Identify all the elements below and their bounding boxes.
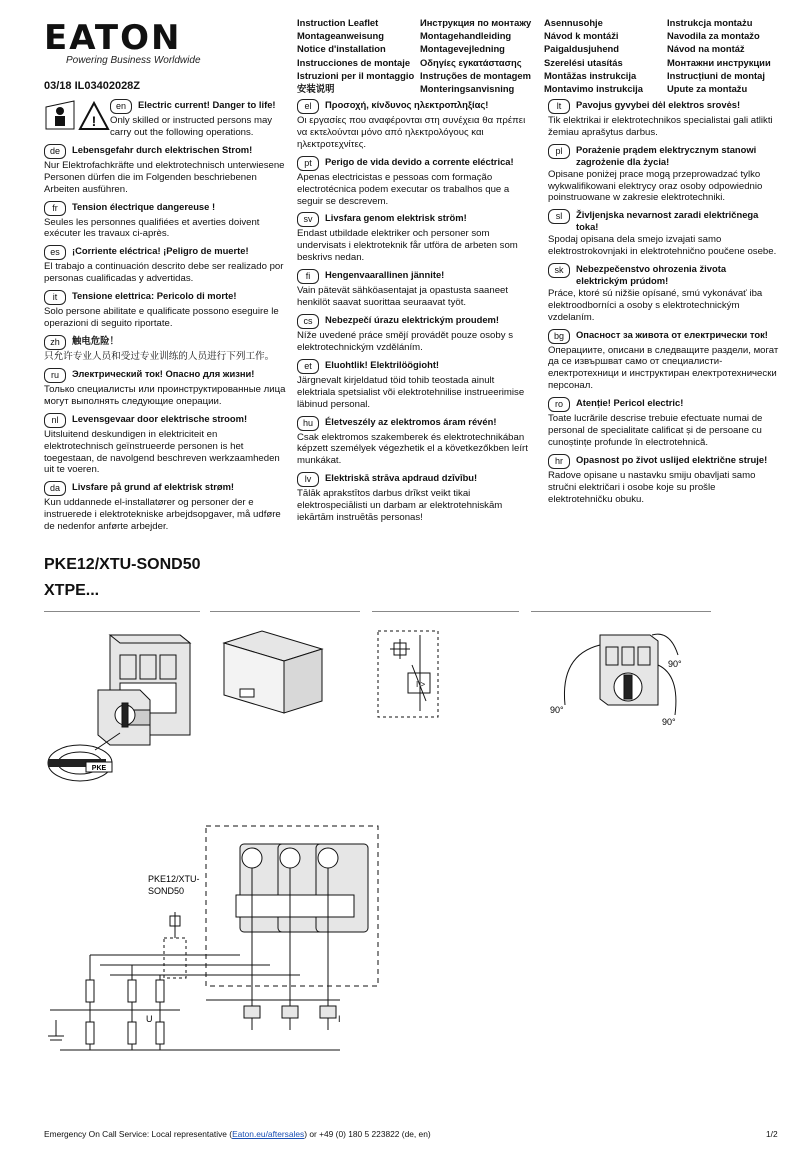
warning-title: Livsfara genom elektrisk ström! (325, 212, 467, 224)
angle-label: 90° (662, 717, 676, 727)
warning-block-hr (548, 454, 780, 506)
warning-title: ¡Corriente eléctrica! ¡Peligro de muerte! (72, 245, 249, 257)
warning-body: Csak elektromos szakemberek és elektrotechnikában képzett személyek végezhetik el a következőkben leírt munkákat. (297, 431, 528, 467)
language-badge: cs (297, 314, 319, 329)
warning-heading (548, 263, 780, 287)
warning-block-hu (297, 416, 535, 468)
warning-body: Järgnevalt kirjeldatud töid tohib teostada ainult elektriala spetsialist või elektrotehnilise instrueerimise läbinud personal. (297, 374, 525, 410)
title-column-2 (420, 16, 531, 95)
warning-block-pt (297, 156, 535, 208)
warning-block-cs (297, 314, 535, 354)
warning-title: Nebezpečenstvo ohrozenia života elektrickým prúdom! (576, 262, 727, 286)
warning-block-da (44, 481, 288, 533)
language-badge: hr (548, 454, 570, 469)
footer-prefix: Emergency On Call Service: Local representative ( (44, 1129, 233, 1139)
warning-body: Uitsluitend deskundigen in elektriciteit en elektrotechnisch geïnstrueerde personen is het toegestaan, de navolgend beschreven werkzaamheden uit te voeren. (44, 428, 280, 476)
warning-block-pl (548, 144, 780, 205)
warning-block-sk (548, 263, 780, 324)
warning-body: Nur Elektrofachkräfte und elektrotechnisch unterwiesene Personen dürfen die im Folgenden beschriebenen Arbeiten ausführen. (44, 159, 285, 195)
warning-body: Práce, ktoré sú nižšie opísané, smú vykonávať iba elektroodborníci a osoby s elektrotechnickým vzdelaním. (548, 287, 763, 323)
language-badge: bg (548, 329, 570, 344)
title: Instrucțiuni de montaj (667, 69, 765, 81)
warning-body: Spodaj opisana dela smejo izvajati samo elektrostrokovnjaki in elektrotehnično poučene osebe. (548, 234, 777, 258)
warning-block-fi (297, 269, 535, 309)
document-number: 03/18 IL03402028Z (44, 80, 141, 92)
warning-block-zh (44, 335, 288, 363)
warning-block-it (44, 290, 288, 330)
title-column-3 (544, 16, 643, 95)
warning-heading (44, 290, 288, 305)
wiring-device-label-line-2: SOND50 (148, 886, 185, 896)
warning-block-lv (297, 472, 535, 524)
warning-heading (548, 397, 780, 412)
warning-heading (297, 359, 535, 374)
title: Szerelési utasítás (544, 56, 623, 68)
warning-block-en (44, 99, 288, 139)
language-badge: pt (297, 156, 319, 171)
warning-body: Endast utbildade elektriker och personer som undervisats i elektroteknik får utföra de arbeten som beskrivs nedan. (297, 228, 518, 264)
warning-block-sl (548, 209, 780, 258)
warning-title: Elektriskā strāva apdraud dzīvību! (325, 472, 478, 484)
warning-heading (110, 99, 288, 114)
warning-title: Tension électrique dangereuse ! (72, 200, 216, 212)
language-badge: da (44, 481, 66, 496)
warning-body: Kun uddannede el-installatører og personer der e instruerede i elektrotekniske arbejdsopgaver, må udføre de nedenfor anførte arbejder. (44, 497, 281, 533)
language-badge: hu (297, 416, 319, 431)
language-badge: es (44, 245, 66, 260)
language-badge: sv (297, 212, 319, 227)
warning-title: Eluohtlik! Elektrilöögioht! (325, 358, 440, 370)
warning-heading (297, 212, 535, 227)
warning-heading (548, 329, 780, 344)
divider (44, 611, 200, 612)
warning-title: 触电危险！ (72, 334, 119, 346)
warning-body: Tālāk aprakstītos darbus drīkst veikt tikai elektrospeciālisti un darbam ar elektrotehniskām iekārtām instruētās personas! (297, 488, 503, 524)
warning-body: Vain pätevät sähköasentajat ja opastusta saaneet henkilöt saavat suorittaa seuraavat työt. (297, 285, 509, 309)
language-badge: fr (44, 201, 66, 216)
title: Montagevejledning (420, 43, 505, 55)
language-badge: lt (548, 99, 570, 114)
warning-title: Electric current! Danger to life! (138, 99, 276, 110)
language-badge: lv (297, 472, 319, 487)
title: Montagehandleiding (420, 30, 512, 42)
warning-block-ru (44, 368, 288, 408)
language-badge: it (44, 290, 66, 305)
language-badge: sk (548, 263, 570, 278)
warning-block-bg (548, 329, 780, 393)
warning-body: Níže uvedené práce smějí provádět pouze osoby s elektrotechnickým vzděláním. (297, 329, 513, 353)
warning-body: Οι εργασίες που αναφέρονται στη συνέχεια θα πρέπει να εκτελούνται μόνο από ηλεκτρολόγους και ηλεκτροτεχνίτες. (297, 115, 526, 150)
language-badge: de (44, 144, 66, 159)
warning-block-sv (297, 212, 535, 264)
warning-heading (297, 416, 535, 431)
warning-heading (548, 209, 780, 233)
warning-title: Pavojus gyvybei dėl elektros srovės! (576, 99, 741, 110)
language-badge: pl (548, 144, 570, 159)
warning-title: Perigo de vida devido a corrente eléctrica! (325, 155, 514, 167)
warning-title: Lebensgefahr durch elektrischen Strom! (72, 143, 253, 155)
electrical-hazard-icon (44, 99, 110, 133)
warning-heading (297, 99, 535, 114)
warning-block-fr (44, 201, 288, 241)
warning-heading (548, 454, 780, 469)
title: Instruções de montagem (420, 69, 531, 81)
figure-wiring-diagram (40, 820, 390, 1070)
title: Οδηγίες εγκατάστασης (420, 56, 522, 68)
warning-title: Opasnost po život uslijed električne struje! (576, 453, 768, 465)
product-line-2: XTPE... (44, 582, 100, 599)
title: Asennusohje (544, 17, 603, 28)
footer-suffix: ) or +49 (0) 180 5 223822 (de, en) (304, 1129, 431, 1139)
warning-body: Только специалисты или проинструктированные лица могут выполнять следующие операции. (44, 383, 286, 407)
warning-title: Tensione elettrica: Pericolo di morte! (72, 290, 237, 302)
language-badge: sl (548, 209, 570, 224)
title: Инструкция по монтажу (420, 17, 532, 28)
warning-block-el (297, 99, 535, 151)
warning-body: Solo persone abilitate e qualificate possono eseguire le operazioni di seguito riportate. (44, 306, 279, 330)
title: Monteringsanvisning (420, 83, 515, 95)
angle-label: 90° (668, 659, 682, 669)
warning-heading (44, 144, 288, 159)
warning-title: Προσοχή, κίνδυνος ηλεκτροπληξίας! (325, 99, 489, 110)
warning-block-ro (548, 397, 780, 449)
language-badge: ro (548, 397, 570, 412)
warning-body: Tik elektrikai ir elektrotechnikos specialistai gali atlikti žemiau aprašytus darbus. (548, 115, 773, 138)
svg-text:!: ! (91, 113, 97, 129)
wiring-device-label-line-1: PKE12/XTU- (148, 874, 200, 884)
warning-body: Операциите, описани в следващите раздели, могат да се извършват само от специалисти-електротехници и инструктиран електротехнически персонал. (548, 344, 779, 392)
title: Paigaldusjuhend (544, 43, 620, 55)
aftersales-link[interactable]: Eaton.eu/aftersales (232, 1129, 305, 1139)
warnings-column-3 (548, 99, 780, 511)
divider (372, 611, 519, 612)
page-number: 1/2 (766, 1129, 778, 1139)
warning-body: Only skilled or instructed persons may carry out the following operations. (110, 115, 273, 138)
eaton-logo: EATON (44, 18, 182, 58)
angle-label: 90° (550, 705, 564, 715)
warning-block-es (44, 245, 288, 285)
title: Istruzioni per il montaggio (297, 69, 415, 81)
brand-tagline: Powering Business Worldwide (66, 55, 201, 66)
warning-title: Életveszély az elektromos áram révén! (325, 415, 497, 427)
warning-body: Apenas electricistas e pessoas com formação electrotécnica podem executar os trabalhos que a seguir se descrevem. (297, 171, 510, 207)
warning-heading (548, 99, 780, 114)
language-badge: en (110, 99, 132, 114)
warning-heading (297, 269, 535, 284)
product-line-1: PKE12/XTU-SOND50 (44, 556, 201, 573)
title: Notice d'installation (297, 43, 386, 55)
title: Montageanweisung (297, 30, 384, 42)
figure-label-trip: I > (416, 680, 426, 689)
figure-rotation (540, 625, 710, 735)
product-name (44, 552, 201, 604)
title: 安装说明 (297, 83, 335, 95)
warning-heading (297, 156, 535, 171)
title: Navodila za montažo (667, 30, 760, 42)
figure-label-pke: PKE (91, 765, 107, 772)
warning-heading (548, 144, 780, 168)
warning-heading (44, 413, 288, 428)
warning-title: Nebezpečí úrazu elektrickým proudem! (325, 313, 500, 325)
divider (531, 611, 711, 612)
language-badge: ru (44, 368, 66, 383)
warning-block-de (44, 144, 288, 196)
warnings-column-1 (44, 99, 288, 538)
warning-heading (44, 481, 288, 496)
warning-block-nl (44, 413, 288, 477)
warning-body: El trabajo a continuación descrito debe ser realizado por personas cualificadas y advertidas. (44, 261, 284, 285)
language-badge: zh (44, 335, 66, 350)
warning-block-et (297, 359, 535, 411)
warning-heading (44, 335, 288, 350)
warning-title: Опасност за живота от електрически ток! (576, 328, 768, 340)
warning-body: Toate lucrările descrise trebuie efectuate numai de personal de specialitate calificat și de persoane cu cunoștințe profunde în electrotehnică. (548, 413, 763, 448)
warning-title: Porażenie prądem elektrycznym stanowi zagrożenie dla życia! (576, 143, 757, 167)
language-badge: el (297, 99, 319, 114)
language-badge: fi (297, 269, 319, 284)
title-column-4 (667, 16, 771, 95)
warning-heading (44, 201, 288, 216)
warning-title: Электрический ток! Опасно для жизни! (72, 367, 255, 379)
warning-body: Radove opisane u nastavku smiju obavljati samo stručni električari i osobe koje su prošle elektrotehničku obuku. (548, 469, 756, 505)
warning-title: Levensgevaar door elektrische stroom! (72, 412, 248, 424)
figure-device-knob (40, 625, 200, 785)
wiring-u-label: U (146, 1014, 153, 1024)
warning-title: Livsfare på grund af elektrisk strøm! (72, 481, 235, 493)
warning-body: 只允许专业人员和受过专业训练的人员进行下列工作。 (44, 350, 275, 362)
figure-trip-schematic (372, 625, 522, 725)
title: Upute za montažu (667, 83, 748, 95)
title: Instrukcja montażu (667, 17, 753, 28)
title: Instrucciones de montaje (297, 56, 411, 68)
divider (210, 611, 360, 612)
title: Монтажни инструкции (667, 56, 771, 68)
wiring-i-label: I (338, 1014, 341, 1024)
warning-body: Opisane poniżej prace mogą przeprowadzać tylko wykwalifikowani elektrycy oraz osoby odpowiednio poinstruowane w zakresie elektrotechniki. (548, 168, 763, 204)
warning-title: Življenjska nevarnost zaradi električnega toka! (576, 209, 759, 233)
warning-heading (297, 472, 535, 487)
warning-title: Hengenvaarallinen jännite! (325, 269, 445, 281)
warning-block-lt (548, 99, 780, 139)
title: Montavimo instrukcija (544, 83, 643, 95)
warning-title: Atenție! Pericol electric! (576, 397, 684, 409)
title: Instruction Leaflet (297, 17, 379, 28)
title-column-1 (297, 16, 414, 95)
footer-emergency (44, 1129, 431, 1139)
figure-cover (212, 625, 362, 725)
language-badge: nl (44, 413, 66, 428)
warning-heading (44, 245, 288, 260)
warning-heading (44, 368, 288, 383)
warning-heading (297, 314, 535, 329)
title: Návod k montáži (544, 30, 619, 42)
language-badge: et (297, 359, 319, 374)
title: Návod na montáž (667, 43, 745, 55)
warning-body: Seules les personnes qualifiées et averties doivent exécuter les travaux ci-après. (44, 216, 260, 240)
warnings-column-2 (297, 99, 535, 529)
title: Montāžas instrukcija (544, 69, 637, 81)
